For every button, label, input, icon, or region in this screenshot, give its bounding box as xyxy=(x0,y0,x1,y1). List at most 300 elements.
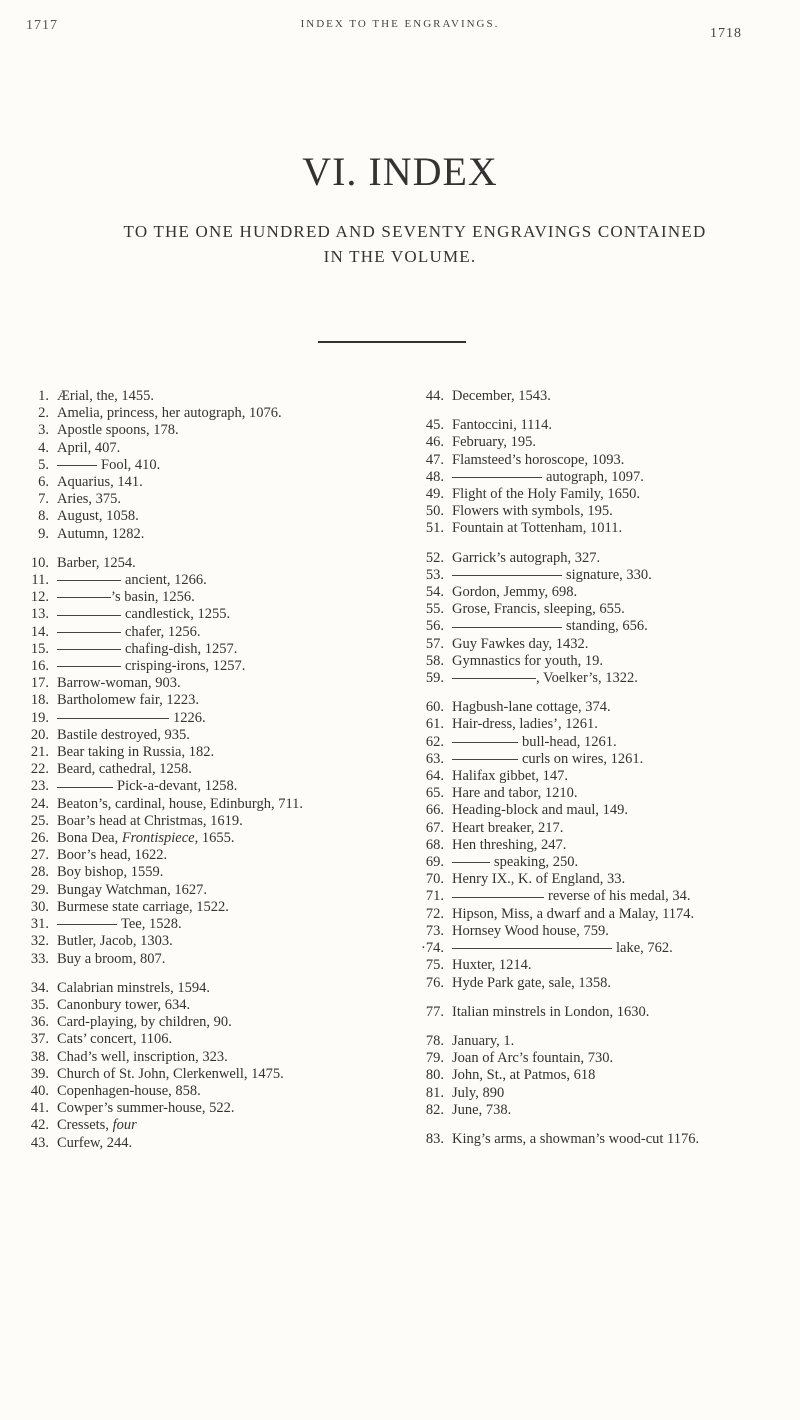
ditto-dash xyxy=(452,862,490,863)
ditto-dash xyxy=(452,759,518,760)
index-entry xyxy=(415,837,800,854)
entry-number: 4. xyxy=(38,439,49,456)
entry-text xyxy=(57,916,415,933)
entry-text xyxy=(452,618,800,635)
entry-number: 10. xyxy=(30,554,49,571)
entry-number: 24. xyxy=(30,795,49,812)
entry-text xyxy=(57,457,415,474)
entry-label: Hornsey Wood house, 759. xyxy=(452,922,609,939)
entry-label: Cressets, xyxy=(57,1117,113,1134)
index-entry xyxy=(20,692,415,709)
entry-text xyxy=(57,830,415,847)
entry-number: 11. xyxy=(31,572,49,589)
entry-text xyxy=(57,474,415,491)
entry-number: 31. xyxy=(30,916,49,933)
index-entry xyxy=(415,820,800,837)
entry-text xyxy=(57,1100,415,1117)
index-entry xyxy=(20,744,415,761)
entry-label: Flight of the Holy Family, 1650. xyxy=(452,486,640,503)
entry-number: 68. xyxy=(425,836,444,853)
index-entry xyxy=(415,699,800,716)
entry-number: 47. xyxy=(425,451,444,468)
section-gap xyxy=(20,543,415,555)
entry-label: 1226. xyxy=(173,709,206,726)
ditto-dash xyxy=(452,678,536,679)
entry-label: Heading-block and maul, 149. xyxy=(452,802,628,819)
index-entry xyxy=(415,854,800,871)
index-entry xyxy=(20,864,415,881)
entry-text xyxy=(57,1049,415,1066)
index-entry xyxy=(20,997,415,1014)
entry-number: 25. xyxy=(30,812,49,829)
entry-number: 6. xyxy=(38,474,49,491)
index-entry xyxy=(415,785,800,802)
entry-label: bull-head, 1261. xyxy=(522,733,617,750)
entry-number: 45. xyxy=(425,417,444,434)
index-entry xyxy=(415,670,800,687)
entry-label: Amelia, princess, her autograph, 1076. xyxy=(57,405,282,422)
entry-number: 42. xyxy=(30,1117,49,1134)
index-entry xyxy=(415,871,800,888)
entry-label: signature, 330. xyxy=(566,566,652,583)
index-entry xyxy=(415,636,800,653)
entry-number: 43. xyxy=(30,1134,49,1151)
entry-text xyxy=(452,653,800,670)
entry-number: 61. xyxy=(425,716,444,733)
index-entry xyxy=(415,1033,800,1050)
entry-number: 59. xyxy=(425,670,444,687)
entry-label: Huxter, 1214. xyxy=(452,957,532,974)
entry-label: December, 1543. xyxy=(452,388,551,404)
index-entry xyxy=(415,469,800,486)
index-entry xyxy=(415,486,800,503)
entry-number: ·74. xyxy=(421,940,444,957)
entry-label: Beard, cathedral, 1258. xyxy=(57,761,192,778)
entry-number: 52. xyxy=(425,549,444,566)
entry-number: 9. xyxy=(38,525,49,542)
entry-label: Apostle spoons, 178. xyxy=(57,422,179,439)
entry-label: Cats’ concert, 1106. xyxy=(57,1031,173,1048)
index-entry xyxy=(415,584,800,601)
entry-number: 5. xyxy=(38,456,49,473)
index-entry xyxy=(20,440,415,457)
entry-label: Henry IX., K. of England, 33. xyxy=(452,871,626,888)
entry-text xyxy=(452,601,800,618)
ditto-dash xyxy=(57,924,117,925)
entry-number: 51. xyxy=(425,520,444,537)
entry-number: 21. xyxy=(30,744,49,761)
index-entry xyxy=(20,624,415,641)
entry-number: 46. xyxy=(425,434,444,451)
entry-number: 66. xyxy=(425,802,444,819)
entry-label: Grose, Francis, sleeping, 655. xyxy=(452,601,625,618)
ditto-dash xyxy=(57,597,111,598)
entry-label: Heart breaker, 217. xyxy=(452,819,564,836)
ditto-dash xyxy=(452,948,612,949)
index-entry xyxy=(20,710,415,727)
entry-text xyxy=(452,716,800,733)
entry-text xyxy=(452,854,800,871)
index-entry xyxy=(415,734,800,751)
entry-text xyxy=(57,864,415,881)
entry-number: 12. xyxy=(30,589,49,606)
entry-text xyxy=(57,526,415,543)
entry-label: Card-playing, by children, 90. xyxy=(57,1014,232,1031)
entry-text xyxy=(57,778,415,795)
entry-number: 70. xyxy=(425,871,444,888)
title-rule xyxy=(318,341,466,343)
entry-text xyxy=(452,486,800,503)
index-entry xyxy=(415,802,800,819)
entry-text xyxy=(452,871,800,888)
entry-label: King’s arms, a showman’s wood-cut 1176. xyxy=(452,1130,700,1147)
entry-text xyxy=(57,555,415,572)
index-entry xyxy=(20,980,415,997)
entry-number: 8. xyxy=(38,508,49,525)
index-entry xyxy=(415,957,800,974)
index-entry xyxy=(20,1014,415,1031)
index-entry xyxy=(20,422,415,439)
index-entry xyxy=(415,888,800,905)
entry-text xyxy=(57,796,415,813)
index-entry xyxy=(415,520,800,537)
entry-label: Bona Dea, xyxy=(57,830,122,847)
running-head-title: INDEX TO THE ENGRAVINGS. xyxy=(300,18,500,30)
index-entry xyxy=(20,1049,415,1066)
entry-number: 71. xyxy=(425,888,444,905)
entry-number: 57. xyxy=(425,635,444,652)
entry-label: Garrick’s autograph, 327. xyxy=(452,549,601,566)
entry-text xyxy=(452,768,800,785)
entry-text xyxy=(57,847,415,864)
section-gap xyxy=(415,992,800,1004)
entry-label: Aquarius, 141. xyxy=(57,474,143,491)
entry-label: Hipson, Miss, a dwarf and a Malay, 1174. xyxy=(452,905,695,922)
ditto-dash xyxy=(57,465,97,466)
entry-label: Aries, 375. xyxy=(57,491,122,508)
entry-number: 14. xyxy=(30,623,49,640)
entry-label: candlestick, 1255. xyxy=(125,606,231,623)
subtitle-line-1: TO THE ONE HUNDRED AND SEVENTY ENGRAVINGS CONTAINED xyxy=(123,222,707,241)
entry-number: 62. xyxy=(425,733,444,750)
index-entry xyxy=(20,589,415,606)
entry-text xyxy=(452,699,800,716)
entry-number: 54. xyxy=(425,584,444,601)
entry-number: 50. xyxy=(425,503,444,520)
entry-number: 39. xyxy=(30,1065,49,1082)
entry-label: , Voelker’s, 1322. xyxy=(536,670,638,687)
entry-text xyxy=(452,584,800,601)
entry-number: 83. xyxy=(425,1130,444,1147)
ditto-dash xyxy=(57,787,113,788)
entry-label: reverse of his medal, 34. xyxy=(548,888,691,905)
entry-number: 40. xyxy=(30,1082,49,1099)
index-entry xyxy=(20,658,415,675)
entry-label: Bear taking in Russia, 182. xyxy=(57,744,215,761)
section-gap xyxy=(415,1119,800,1131)
entry-text xyxy=(57,933,415,950)
entry-text xyxy=(452,670,800,687)
entry-number: 79. xyxy=(425,1050,444,1067)
entry-number: 16. xyxy=(30,658,49,675)
entry-number: 53. xyxy=(425,566,444,583)
entry-label: Fountain at Tottenham, 1011. xyxy=(452,520,623,537)
ditto-dash xyxy=(452,477,542,478)
index-entry xyxy=(20,727,415,744)
entry-label: Hare and tabor, 1210. xyxy=(452,785,578,802)
entry-text xyxy=(452,923,800,940)
entry-number: 19. xyxy=(30,709,49,726)
entry-text xyxy=(452,888,800,905)
entry-label: April, 407. xyxy=(57,439,121,456)
index-entry xyxy=(415,751,800,768)
entry-label: Boor’s head, 1622. xyxy=(57,847,168,864)
entry-text xyxy=(452,469,800,486)
entry-number: 29. xyxy=(30,881,49,898)
entry-text xyxy=(452,906,800,923)
entry-number: 2. xyxy=(38,405,49,422)
entry-text xyxy=(452,452,800,469)
index-entry xyxy=(415,940,800,957)
ditto-dash xyxy=(452,897,544,898)
entry-label: Hair-dress, ladies’, 1261. xyxy=(452,716,598,733)
entry-text xyxy=(452,1131,800,1148)
entry-text xyxy=(57,1031,415,1048)
index-entry xyxy=(415,923,800,940)
entry-number: 37. xyxy=(30,1031,49,1048)
entry-label: Italian minstrels in London, 1630. xyxy=(452,1003,650,1020)
entry-label: speaking, 250. xyxy=(494,854,579,871)
entry-number: 48. xyxy=(425,468,444,485)
entry-label: Gordon, Jemmy, 698. xyxy=(452,584,578,601)
entry-label: Cowper’s summer-house, 522. xyxy=(57,1100,235,1117)
index-entry xyxy=(20,761,415,778)
index-entry xyxy=(20,508,415,525)
index-entry xyxy=(415,1004,800,1021)
entry-label: June, 738. xyxy=(452,1101,512,1118)
entry-text xyxy=(452,550,800,567)
entry-text xyxy=(57,997,415,1014)
entry-number: 81. xyxy=(425,1084,444,1101)
index-entry xyxy=(20,1066,415,1083)
entry-label: Pick-a-devant, 1258. xyxy=(117,778,238,795)
entry-label: Hyde Park gate, sale, 1358. xyxy=(452,974,612,991)
index-entry xyxy=(415,906,800,923)
entry-text xyxy=(452,1050,800,1067)
ditto-dash xyxy=(57,580,121,581)
index-entry xyxy=(415,1131,800,1148)
entry-label: February, 195. xyxy=(452,434,537,451)
index-entry xyxy=(20,526,415,543)
entry-number: 33. xyxy=(30,950,49,967)
entry-label: Curfew, 244. xyxy=(57,1134,133,1151)
entry-text xyxy=(452,734,800,751)
entry-text xyxy=(57,882,415,899)
entry-label: chafing-dish, 1257. xyxy=(125,640,238,657)
entry-number: 34. xyxy=(30,979,49,996)
entry-text xyxy=(452,957,800,974)
entry-text xyxy=(57,813,415,830)
entry-number: 1. xyxy=(38,388,49,404)
entry-label: Fool, 410. xyxy=(101,456,161,473)
index-entry xyxy=(415,434,800,451)
index-entry xyxy=(415,975,800,992)
entry-text xyxy=(57,761,415,778)
index-entry xyxy=(20,933,415,950)
entry-number: 30. xyxy=(30,898,49,915)
entry-italic: four xyxy=(112,1117,137,1134)
index-entry xyxy=(20,405,415,422)
entry-number: 73. xyxy=(425,922,444,939)
entry-number: 7. xyxy=(38,491,49,508)
entry-label: Fantoccini, 1114. xyxy=(452,417,553,434)
index-entry xyxy=(415,550,800,567)
entry-number: 49. xyxy=(425,486,444,503)
entry-number: 18. xyxy=(30,692,49,709)
entry-number: 26. xyxy=(30,830,49,847)
index-entry xyxy=(20,572,415,589)
entry-text xyxy=(57,1066,415,1083)
page-title: VI. INDEX xyxy=(302,149,498,194)
entry-label: chafer, 1256. xyxy=(125,623,201,640)
entry-number: 64. xyxy=(425,768,444,785)
index-entry xyxy=(415,618,800,635)
index-entry xyxy=(415,1067,800,1084)
entry-italic: Frontispiece xyxy=(121,830,195,847)
entry-number: 75. xyxy=(425,957,444,974)
ditto-dash xyxy=(452,575,562,576)
entry-text xyxy=(57,710,415,727)
subtitle-line-2: IN THE VOLUME. xyxy=(323,247,477,266)
entry-number: 22. xyxy=(30,761,49,778)
section-gap xyxy=(415,405,800,417)
index-entry xyxy=(20,474,415,491)
entry-label: Burmese state carriage, 1522. xyxy=(57,898,229,915)
entry-label: standing, 656. xyxy=(566,618,648,635)
entry-number: 36. xyxy=(30,1014,49,1031)
entry-label: Ærial, the, 1455. xyxy=(57,388,155,404)
entry-text xyxy=(452,1085,800,1102)
entry-number: 72. xyxy=(425,905,444,922)
entry-label: Church of St. John, Clerkenwell, 1475. xyxy=(57,1065,284,1082)
index-entry xyxy=(20,641,415,658)
entry-text xyxy=(57,1135,415,1152)
entry-label: Hagbush-lane cottage, 374. xyxy=(452,699,611,716)
entry-label: Flamsteed’s horoscope, 1093. xyxy=(452,451,625,468)
entry-label: crisping-irons, 1257. xyxy=(125,658,246,675)
ditto-dash xyxy=(57,666,121,667)
entry-text xyxy=(452,1102,800,1119)
entry-number: 82. xyxy=(425,1101,444,1118)
entry-text xyxy=(57,440,415,457)
entry-number: 20. xyxy=(30,726,49,743)
index-entry xyxy=(415,1085,800,1102)
entry-text xyxy=(57,692,415,709)
entry-number: 80. xyxy=(425,1067,444,1084)
entry-number: 58. xyxy=(425,652,444,669)
entry-label: autograph, 1097. xyxy=(546,468,644,485)
index-entry xyxy=(415,503,800,520)
entry-text xyxy=(57,491,415,508)
entry-text xyxy=(452,785,800,802)
index-entry xyxy=(20,796,415,813)
entry-label: Bartholomew fair, 1223. xyxy=(57,692,199,709)
entry-label: Bungay Watchman, 1627. xyxy=(57,881,207,898)
ditto-dash xyxy=(57,649,121,650)
entry-text xyxy=(452,802,800,819)
page-number-right: 1718 xyxy=(710,26,742,41)
entry-text xyxy=(57,388,415,405)
entry-label: ancient, 1266. xyxy=(125,572,207,589)
entry-label: July, 890 xyxy=(452,1084,505,1101)
entry-label: Copenhagen-house, 858. xyxy=(57,1082,201,1099)
entry-text xyxy=(57,624,415,641)
entry-text xyxy=(57,572,415,589)
section-gap xyxy=(20,968,415,980)
entry-number: 55. xyxy=(425,601,444,618)
section-gap xyxy=(415,687,800,699)
index-entry xyxy=(20,1117,415,1134)
index-entry xyxy=(415,452,800,469)
entry-label: Autumn, 1282. xyxy=(57,525,145,542)
entry-label: Boar’s head at Christmas, 1619. xyxy=(57,812,243,829)
index-entry xyxy=(415,1050,800,1067)
entry-label: Bastile destroyed, 935. xyxy=(57,726,190,743)
index-entry xyxy=(415,601,800,618)
entry-number: 69. xyxy=(425,854,444,871)
ditto-dash xyxy=(57,615,121,616)
ditto-dash xyxy=(57,718,169,719)
entry-number: 78. xyxy=(425,1032,444,1049)
entry-label: ’s basin, 1256. xyxy=(111,589,195,606)
page-number-left: 1717 xyxy=(26,18,58,33)
index-entry xyxy=(20,1100,415,1117)
entry-number: 17. xyxy=(30,675,49,692)
entry-number: 67. xyxy=(425,819,444,836)
entry-label: Barrow-woman, 903. xyxy=(57,675,181,692)
entry-number: 35. xyxy=(30,996,49,1013)
entry-text xyxy=(57,589,415,606)
entry-text xyxy=(452,434,800,451)
entry-label: August, 1058. xyxy=(57,508,139,525)
index-entry xyxy=(20,388,415,405)
index-column-left xyxy=(20,388,415,1152)
entry-text xyxy=(57,405,415,422)
index-entry xyxy=(20,951,415,968)
entry-label: Canonbury tower, 634. xyxy=(57,996,191,1013)
entry-text xyxy=(57,606,415,623)
entry-number: 3. xyxy=(38,422,49,439)
entry-number: 60. xyxy=(425,699,444,716)
entry-text xyxy=(452,940,800,957)
index-entry xyxy=(415,653,800,670)
entry-number: 28. xyxy=(30,864,49,881)
entry-label: John, St., at Patmos, 618 xyxy=(452,1067,596,1084)
index-entry xyxy=(20,675,415,692)
entry-text xyxy=(452,503,800,520)
index-entry xyxy=(415,1102,800,1119)
entry-text xyxy=(452,975,800,992)
entry-number: 77. xyxy=(425,1003,444,1020)
entry-number: 38. xyxy=(30,1048,49,1065)
entry-text xyxy=(57,744,415,761)
entry-label: Calabrian minstrels, 1594. xyxy=(57,979,211,996)
entry-label: Tee, 1528. xyxy=(121,916,182,933)
index-entry xyxy=(20,1135,415,1152)
index-entry xyxy=(20,882,415,899)
ditto-dash xyxy=(452,627,562,628)
entry-text xyxy=(452,388,800,405)
